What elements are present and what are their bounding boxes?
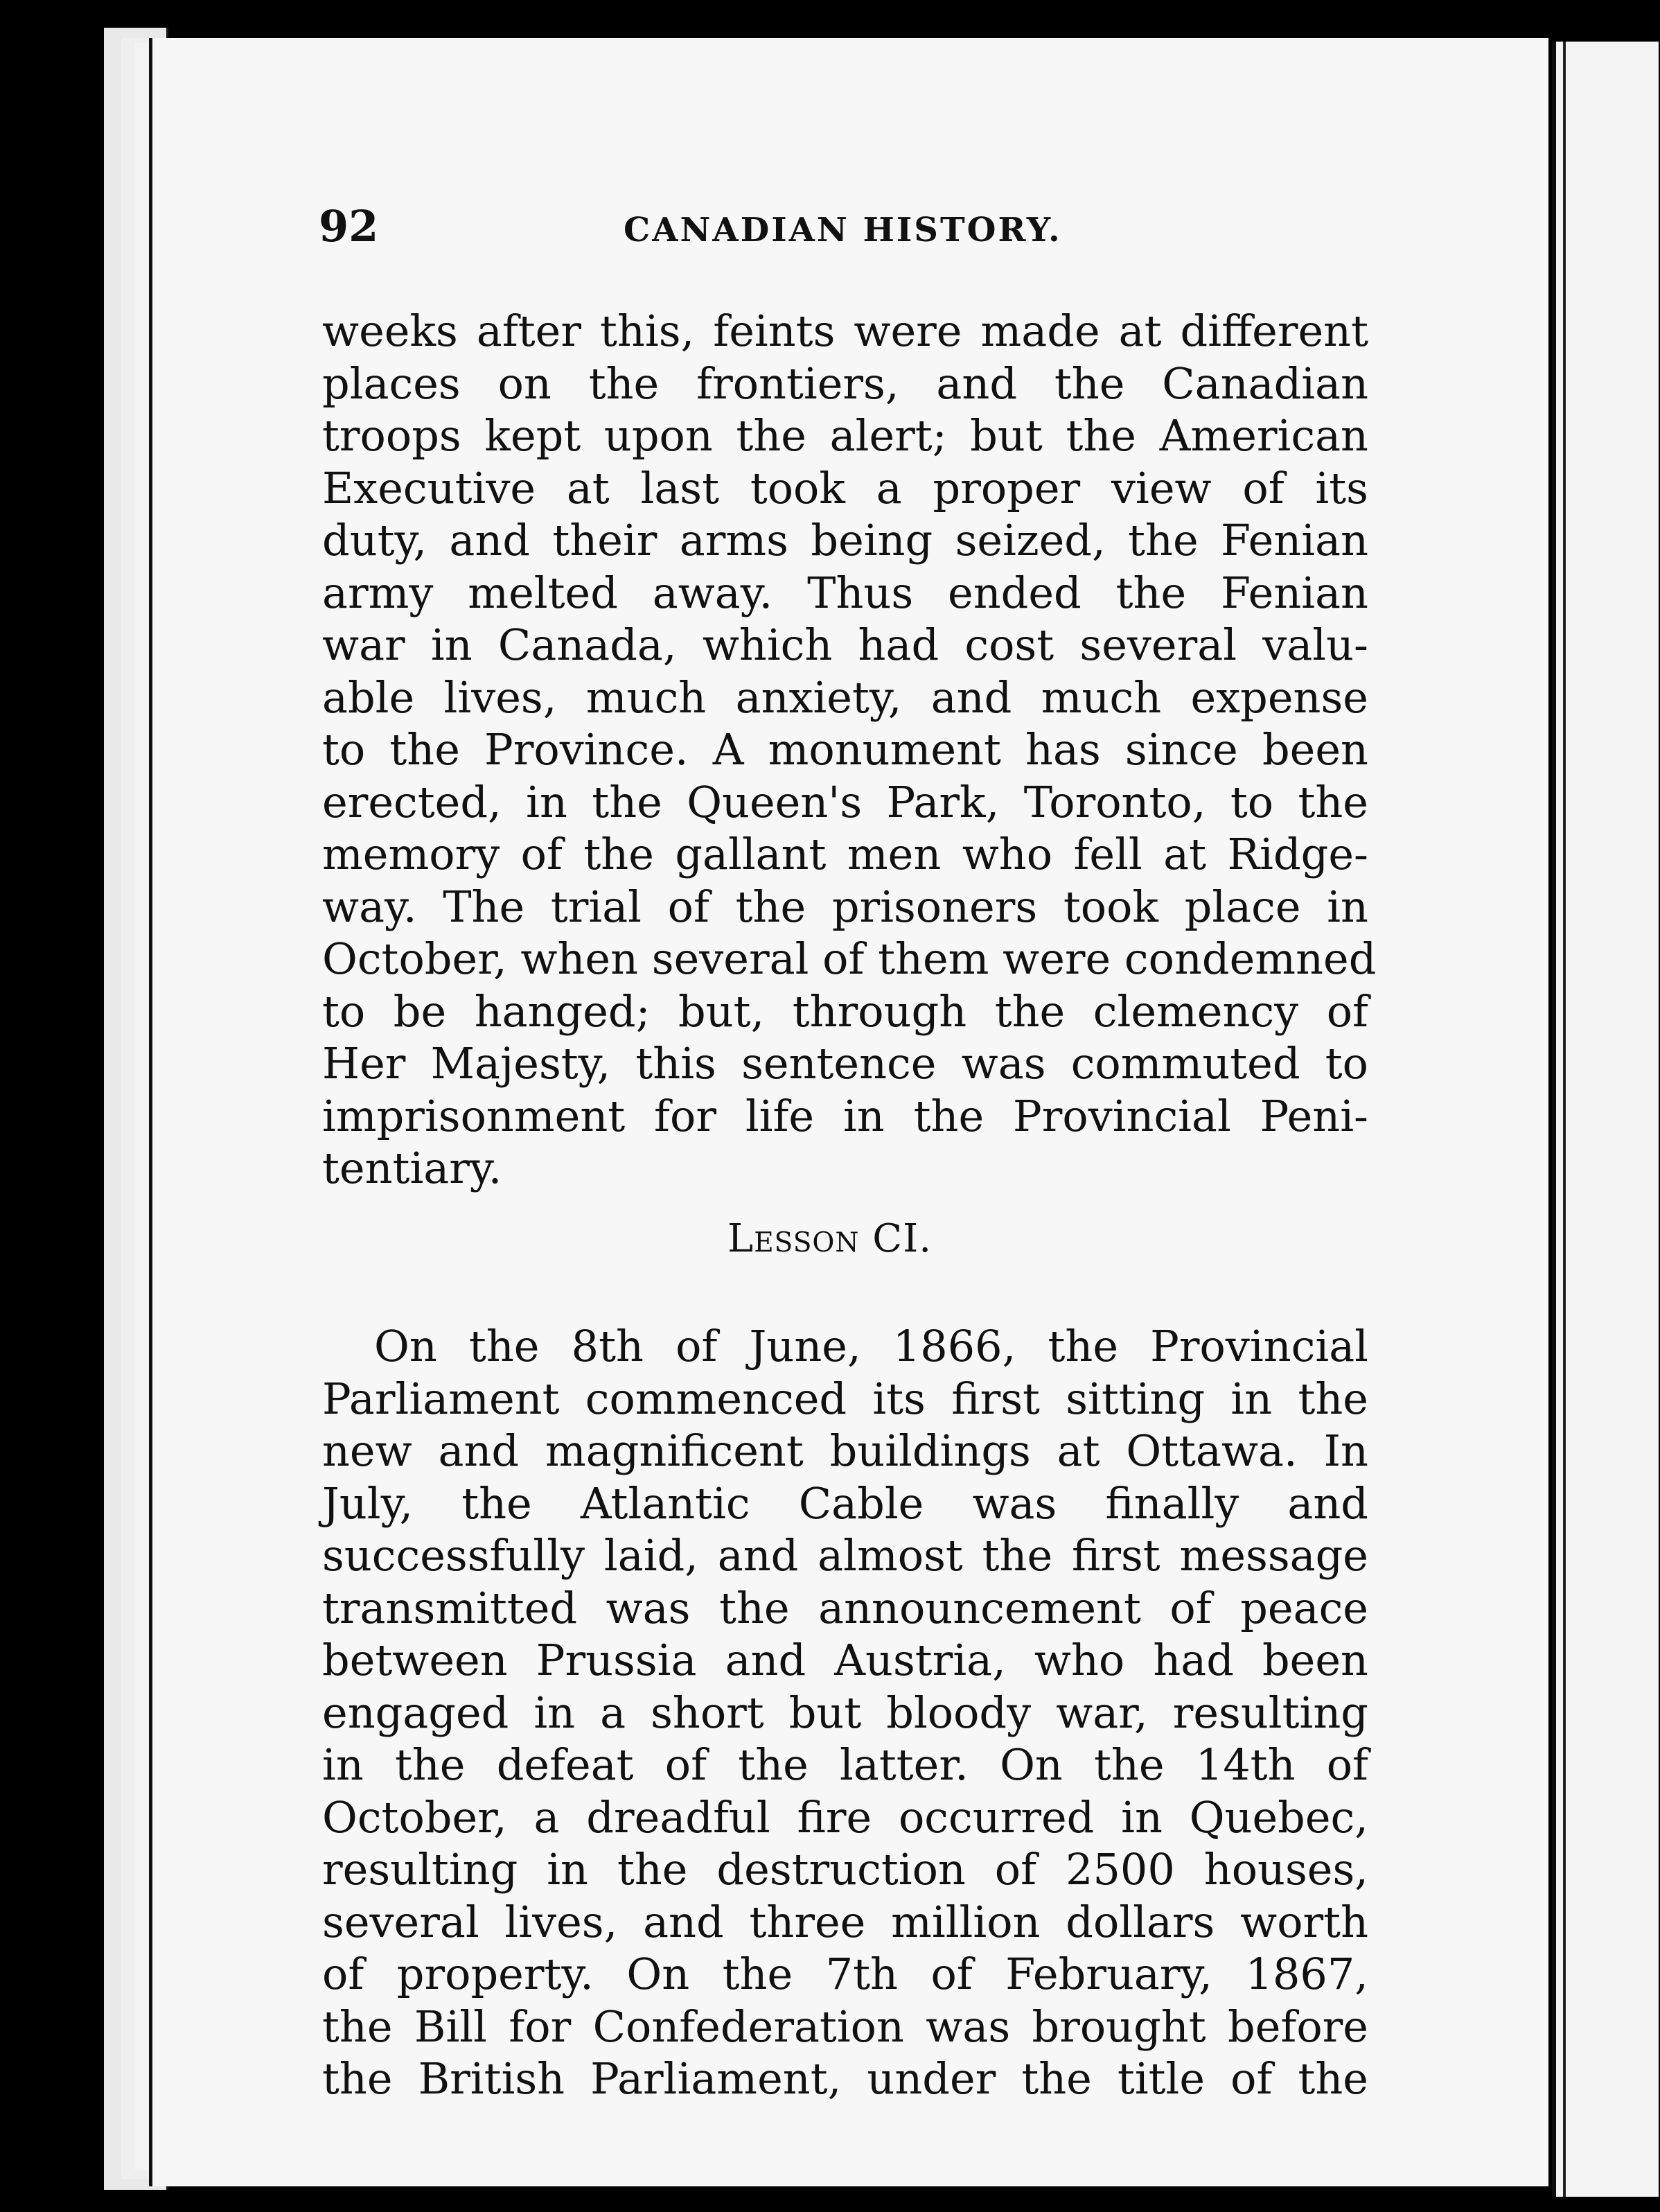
text-line: memory of the gallant men who fell at Ridge- (322, 829, 1368, 879)
gutter-line (1563, 42, 1566, 2197)
text-line: the British Parliament, under the title of the (322, 2053, 1368, 2104)
lesson-paragraph (322, 1320, 1368, 2105)
text-line: October, a dreadful fire occurred in Quebec, (322, 1791, 1368, 1843)
text-line: duty, and their arms being seized, the Fenian (322, 515, 1368, 565)
text-line: new and magnificent buildings at Ottawa. In (322, 1425, 1368, 1476)
text-line: Executive at last took a proper view of its (322, 462, 1368, 514)
page-number: 92 (319, 201, 379, 252)
text-line: July, the Atlantic Cable was finally and (322, 1477, 1368, 1529)
text-line: On the 8th of June, 1866, the Provincial (374, 1321, 1368, 1371)
text-line: army melted away. Thus ended the Fenian (322, 567, 1368, 618)
text-line: imprisonment for life in the Provincial Peni- (322, 1090, 1368, 1141)
lesson-heading: Lesson CI. (727, 1216, 933, 1261)
text-line: between Prussia and Austria, who had been (322, 1635, 1368, 1685)
text-line: war in Canada, which had cost several valu- (322, 620, 1368, 670)
text-line: successfully laid, and almost the first message (322, 1530, 1368, 1581)
text-line: tentiary. (322, 1143, 502, 1193)
text-line: places on the frontiers, and the Canadian (322, 358, 1368, 409)
text-line: Parliament commenced its first sitting in the (322, 1373, 1368, 1424)
running-head: CANADIAN HISTORY. (624, 211, 1062, 249)
text-line: transmitted was the announcement of peace (322, 1582, 1368, 1633)
text-line: the Bill for Confederation was brought before (322, 2001, 1368, 2052)
facing-page-edge (1552, 42, 1659, 2197)
text-line: to be hanged; but, through the clemency of (322, 985, 1368, 1037)
page-header (319, 201, 1358, 277)
text-line: to the Province. A monument has since been (322, 724, 1368, 775)
text-line: resulting in the destruction of 2500 houses, (322, 1844, 1368, 1895)
text-line: October, when several of them were condemned (322, 933, 1377, 984)
text-line: Her Majesty, this sentence was commuted to (322, 1038, 1368, 1089)
text-line: in the defeat of the latter. On the 14th of (322, 1739, 1368, 1790)
text-line: engaged in a short but bloody war, resulting (322, 1687, 1368, 1738)
text-line: weeks after this, feints were made at different (322, 306, 1368, 356)
text-line: erected, in the Queen's Park, Toronto, to the (322, 776, 1368, 827)
text-line: of property. On the 7th of February, 1867, (322, 1949, 1368, 1999)
text-line: way. The trial of the prisoners took place in (322, 881, 1368, 932)
text-line: troops kept upon the alert; but the American (322, 410, 1368, 461)
paragraph-continued (322, 305, 1377, 1195)
text-line: able lives, much anxiety, and much expense (322, 672, 1368, 723)
text-line: several lives, and three million dollars worth (322, 1896, 1368, 1947)
